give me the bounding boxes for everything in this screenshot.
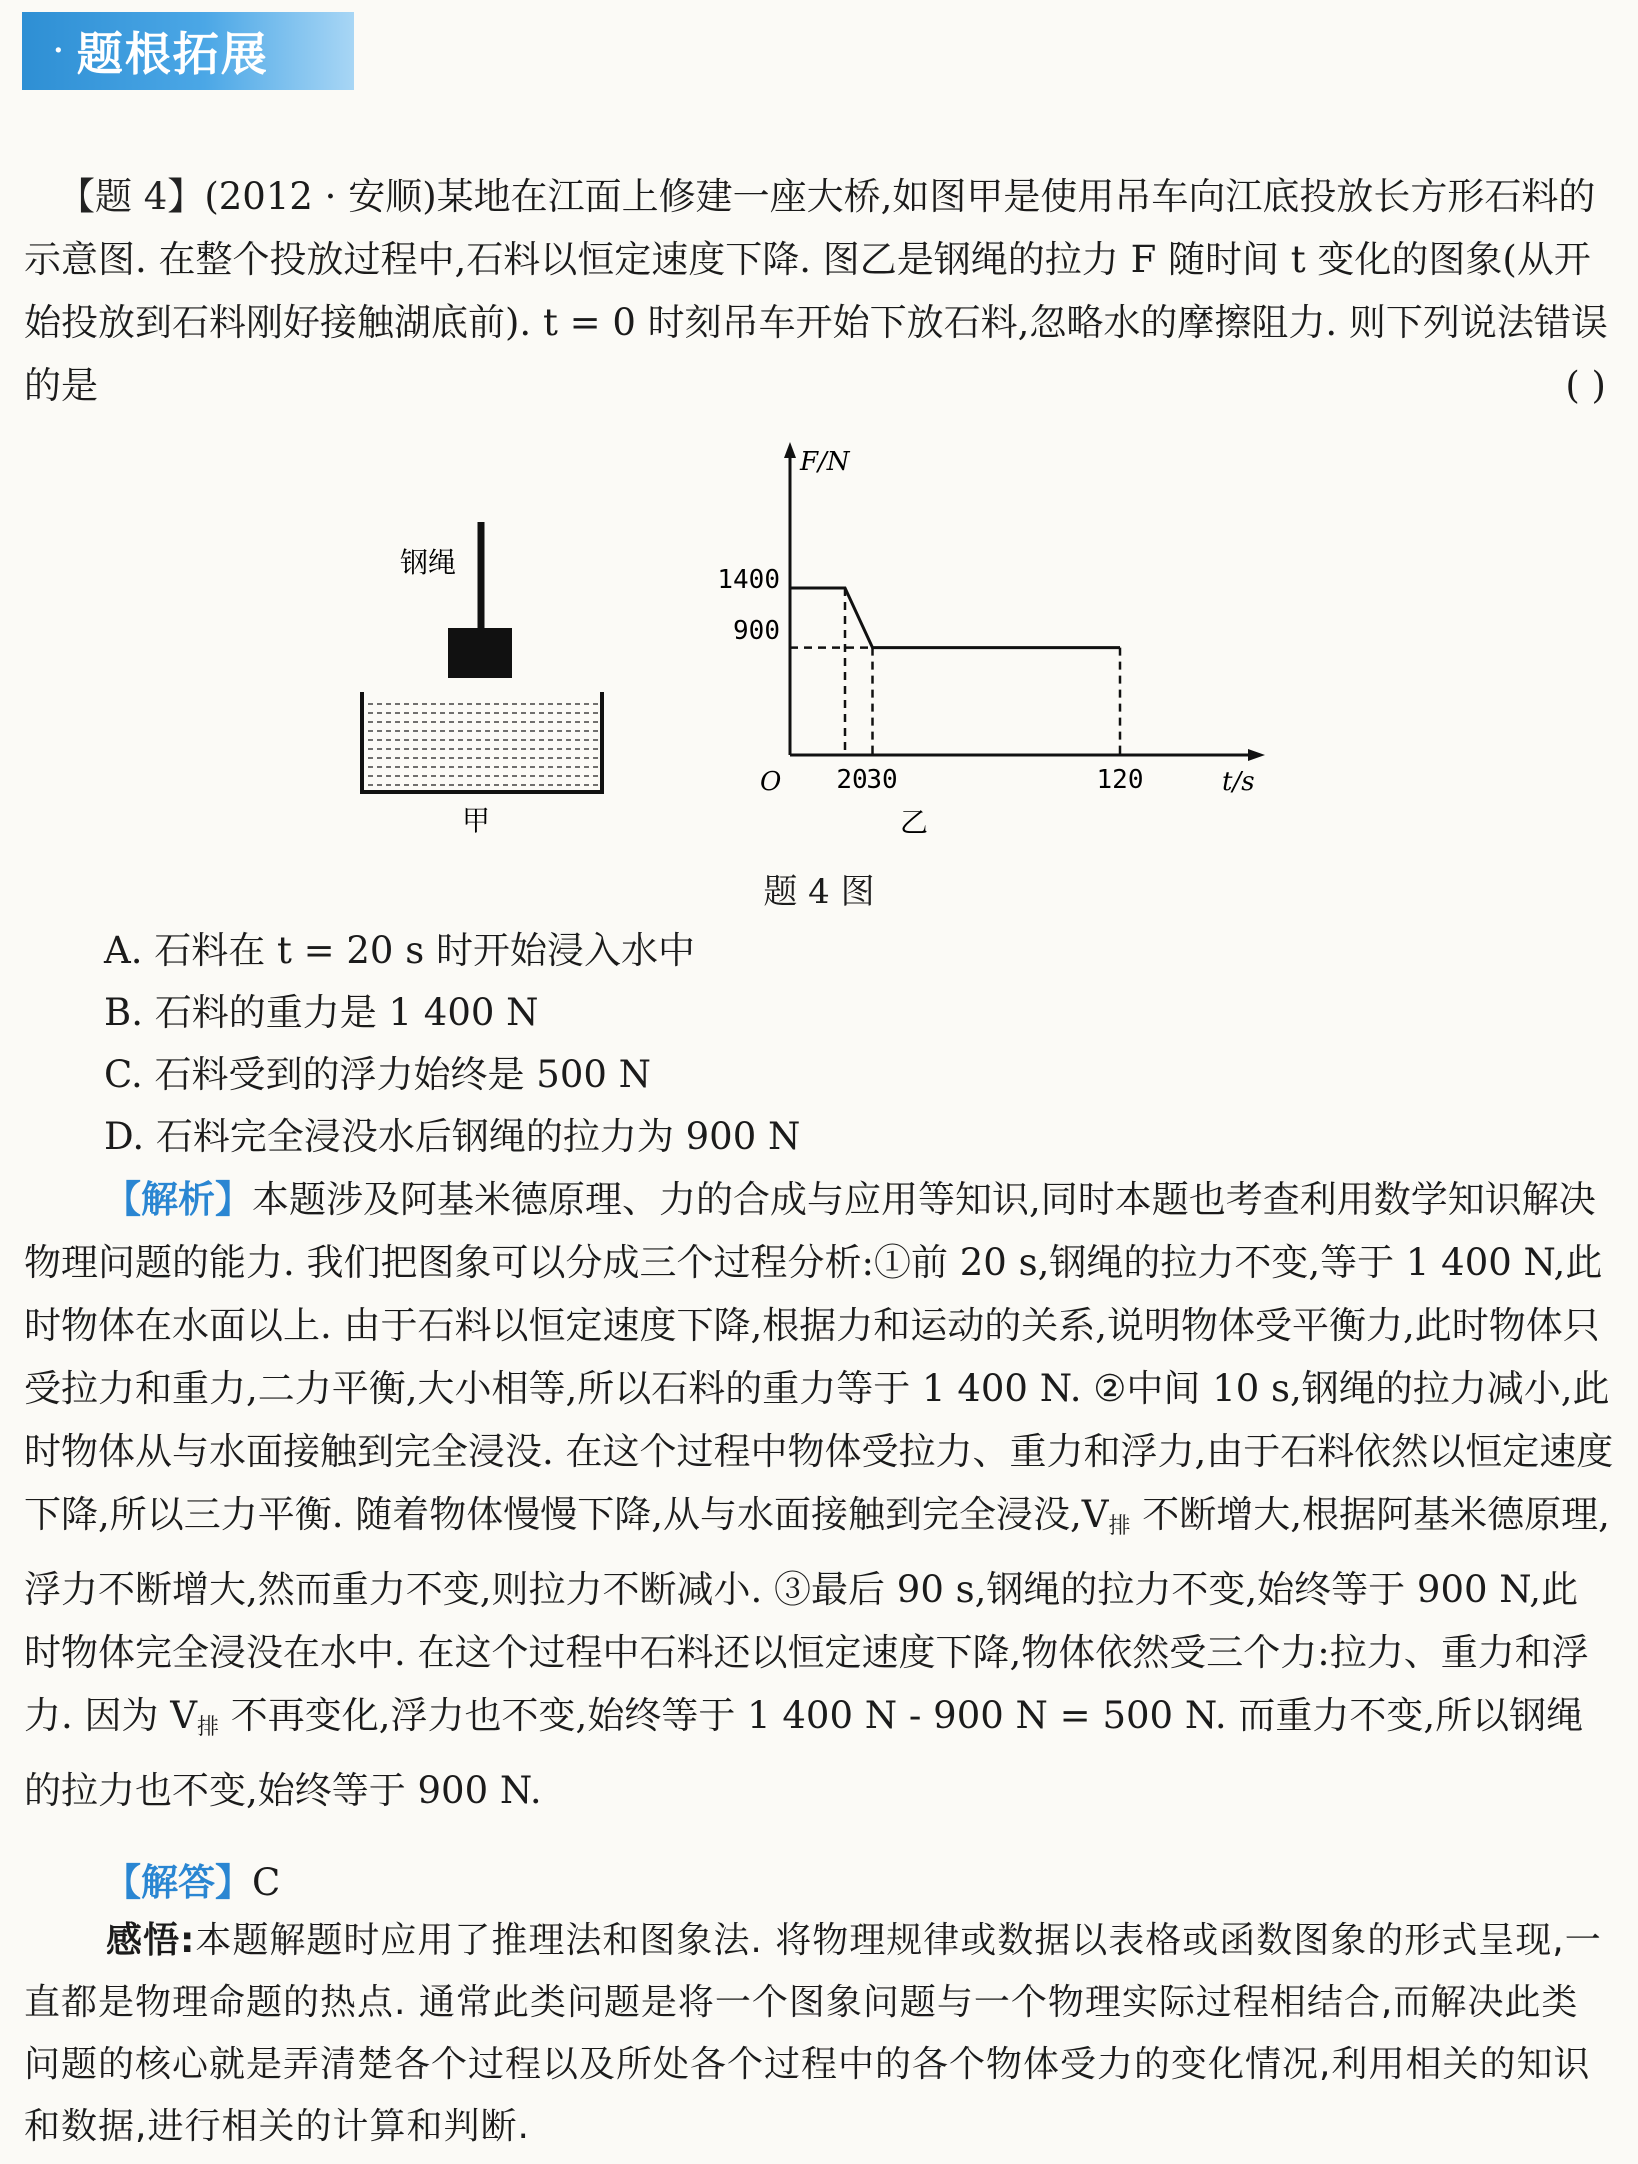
question-text: [24, 165, 1614, 417]
analysis-tag: 【解析】: [104, 1178, 252, 1221]
x-tick-label: 20: [836, 765, 868, 795]
jia-caption: 甲: [462, 804, 491, 837]
insight-text: [24, 1910, 1614, 2158]
rope-label: 钢绳: [400, 546, 457, 579]
option-c[interactable]: C. 石料受到的浮力始终是 500 N: [104, 1053, 652, 1096]
insight-label: 感悟:: [106, 1920, 196, 1961]
banner-title: 题根拓展: [76, 27, 269, 81]
figure-caption: 题 4 图: [763, 872, 875, 912]
x-axis-label: t/s: [1222, 767, 1255, 797]
analysis-part2: 不断增大,根据阿基米德原理,浮力不断增大,然而重力不变,则拉力不断减小. ③最后 90 s,钢绳的拉力不变,始终等于 900 N,此时物体完全浸没在水中. 在这个过程中石料还以恒定速度下降,物体依然受三个力:拉力、重力和浮力. 因为 V: [24, 1493, 1610, 1737]
answer-value: C: [252, 1861, 281, 1904]
stone-block: [448, 628, 512, 678]
banner-dot: ·: [52, 28, 65, 74]
figure: [340, 430, 1280, 870]
x-tick-label: 30: [866, 765, 898, 795]
answer-paren: ( ): [1565, 364, 1606, 407]
y-tick-label: 900: [733, 616, 780, 646]
origin-label: O: [760, 767, 782, 797]
analysis-text: [24, 1168, 1614, 1822]
diagram-jia: [362, 522, 602, 837]
answer-line: [104, 1853, 280, 1913]
subscript-pai: 排: [1108, 1514, 1131, 1539]
option-a[interactable]: A. 石料在 t = 20 s 时开始浸入水中: [104, 929, 695, 972]
dashed-guides: [790, 588, 1120, 755]
question-body: (2012 · 安顺)某地在江面上修建一座大桥,如图甲是使用吊车向江底投放长方形石料的示意图. 在整个投放过程中,石料以恒定速度下降. 图乙是钢绳的拉力 F 随时间 t 变化的图象(从开始投放到石料刚好接触湖底前). t = 0 时刻吊车开始下放石料,忽略水的摩擦阻力. 则下列说法错误的是: [24, 175, 1608, 407]
answer-tag: 【解答】: [104, 1861, 252, 1904]
x-tick-label: 120: [1096, 765, 1144, 795]
analysis-part3: 不再变化,浮力也不变,始终等于 1 400 N - 900 N = 500 N. 而重力不变,所以钢绳的拉力也不变,始终等于 900 N.: [24, 1694, 1584, 1812]
x-axis-arrow: [1248, 749, 1265, 761]
section-banner: [22, 12, 354, 90]
water-surface: [366, 698, 598, 788]
yi-caption: 乙: [900, 806, 929, 839]
y-axis-label: F/N: [800, 447, 850, 477]
tension-series-line: [790, 588, 1120, 648]
option-d[interactable]: D. 石料完全浸没水后钢绳的拉力为 900 N: [104, 1115, 801, 1158]
subscript-pai: 排: [197, 1715, 220, 1740]
y-tick-label: 1400: [717, 565, 780, 595]
question-tag: 【题 4】: [58, 175, 205, 218]
insight-body: 本题解题时应用了推理法和图象法. 将物理规律或数据以表格或函数图象的形式呈现,一直都是物理命题的热点. 通常此类问题是将一个图象问题与一个物理实际过程相结合,而解决此类问题的核心就是弄清楚各个过程以及所处各个过程中的各个物体受力的变化情况,利用相关的知识和数据,进行相关的计算和判断.: [24, 1920, 1602, 2147]
option-b[interactable]: B. 石料的重力是 1 400 N: [104, 991, 539, 1034]
chart-yi: [717, 442, 1265, 839]
analysis-part1: 本题涉及阿基米德原理、力的合成与应用等知识,同时本题也考查利用数学知识解决物理问题的能力. 我们把图象可以分成三个过程分析:①前 20 s,钢绳的拉力不变,等于 1 400 N,此时物体在水面以上. 由于石料以恒定速度下降,根据力和运动的关系,说明物体受平衡力,此时物体只受拉力和重力,二力平衡,大小相等,所以石料的重力等于 1 400 N. ②中间 10 s,钢绳的拉力减小,此时物体从与水面接触到完全浸没. 在这个过程中物体受拉力、重力和浮力,由于石料依然以恒定速度下降,所以三力平衡. 随着物体慢慢下降,从与水面接触到完全浸没,V: [24, 1178, 1614, 1536]
options-list: [104, 920, 800, 1168]
y-axis-arrow: [784, 442, 796, 458]
